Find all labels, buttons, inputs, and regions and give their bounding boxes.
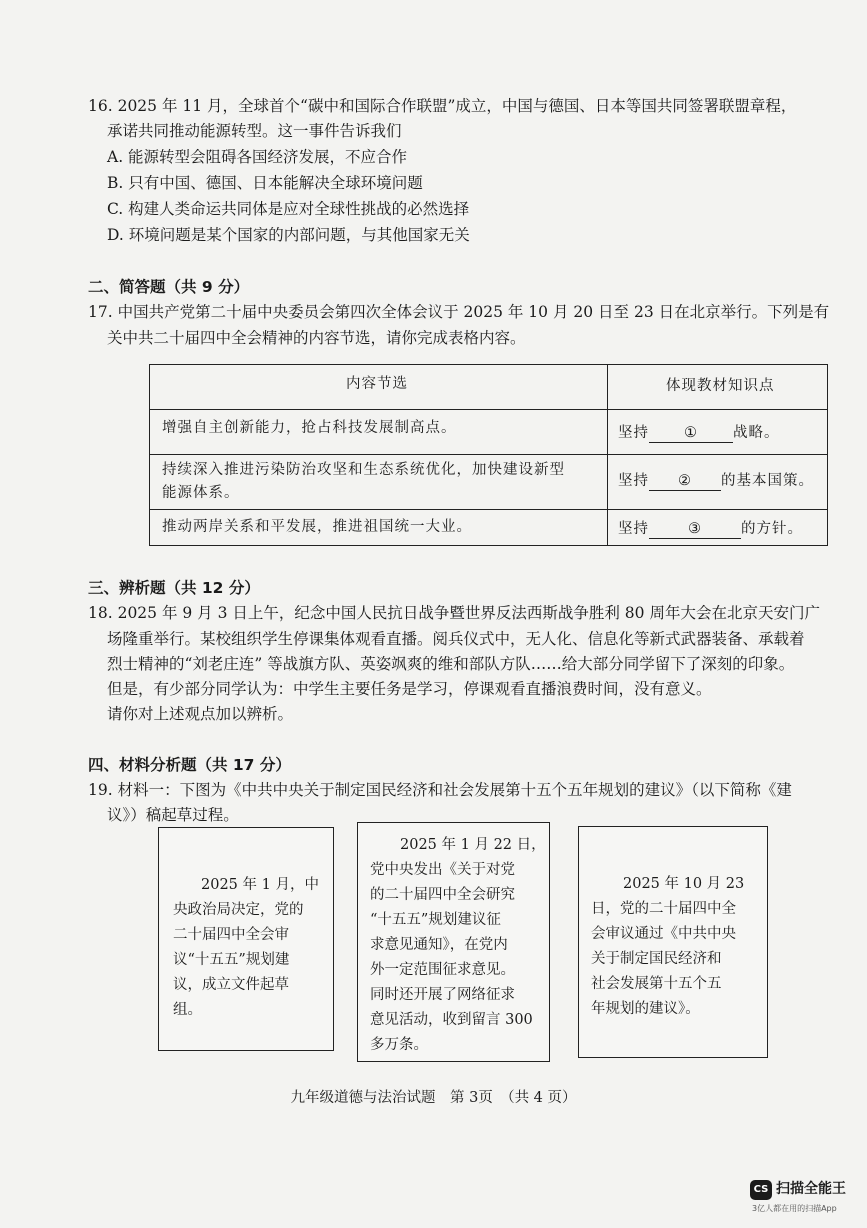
camscanner-tagline: 3亿人都在用的扫描App xyxy=(752,1204,837,1213)
section-title-analysis: 三、辨析题（共 12 分） xyxy=(88,579,260,597)
q17-stem-line1: 17. 中国共产党第二十届中央委员会第四次全体会议于 2025 年 10 月 20 日至 23 日在北京举行。下列是有 xyxy=(88,303,830,321)
box3-line3: 会审议通过《中共中央 xyxy=(591,926,736,942)
q19-stem-line1: 19. 材料一：下图为《中共中央关于制定国民经济和社会发展第十五个五年规划的建议》（以下简称《建 xyxy=(88,781,792,799)
box3-line5: 社会发展第十五个五 xyxy=(591,976,722,992)
answer-blank-1[interactable]: ① xyxy=(649,424,733,443)
q18-line4: 但是，有少部分同学认为：中学生主要任务是学习，停课观看直播浪费时间，没有意义。 xyxy=(107,680,712,698)
table-row3-content: 推动两岸关系和平发展，推进祖国统一大业。 xyxy=(162,519,472,535)
answer-blank-3[interactable]: ③ xyxy=(649,520,741,539)
q18-line5: 请你对上述观点加以辨析。 xyxy=(107,705,294,723)
box1-line2: 央政治局决定，党的 xyxy=(173,902,304,918)
q16-option-d: D. 环境问题是某个国家的内部问题，与其他国家无关 xyxy=(107,226,470,244)
table-row3-answer: 坚持 ③ 的方针。 xyxy=(618,521,803,537)
section-title-short-answer: 二、简答题（共 9 分） xyxy=(88,278,250,296)
page-footer: 九年级道德与法治试题 第 3页 （共 4 页） xyxy=(290,1090,577,1106)
camscanner-name: 扫描全能王 xyxy=(776,1181,846,1197)
box3-line2: 日，党的二十届四中全 xyxy=(591,901,736,917)
box2-line7: 同时还开展了网络征求 xyxy=(370,987,515,1003)
box3-line4: 关于制定国民经济和 xyxy=(591,951,722,967)
box2-line6: 外一定范围征求意见。 xyxy=(370,962,515,978)
q16-option-b: B. 只有中国、德国、日本能解决全球环境问题 xyxy=(107,174,423,192)
box2-line5: 求意见通知》，在党内 xyxy=(370,937,508,953)
table-header-knowledge: 体现教材知识点 xyxy=(666,378,775,394)
table-row2-content-line2: 能源体系。 xyxy=(162,485,240,501)
camscanner-logo-icon: CS xyxy=(750,1180,772,1200)
table-row1-answer: 坚持 ① 战略。 xyxy=(618,425,780,441)
q18-line3: 烈士精神的“刘老庄连” 等战旗方队、英姿飒爽的维和部队方队……给大部分同学留下了深刻的印象。 xyxy=(107,655,795,673)
table-row1-content: 增强自主创新能力，抢占科技发展制高点。 xyxy=(162,420,457,436)
q18-line1: 18. 2025 年 9 月 3 日上午，纪念中国人民抗日战争暨世界反法西斯战争胜利 80 周年大会在北京天安门广 xyxy=(88,604,820,622)
q19-stem-line2: 议》）稿起草过程。 xyxy=(107,806,239,824)
section-title-material: 四、材料分析题（共 17 分） xyxy=(88,756,291,774)
q16-option-a: A. 能源转型会阻碍各国经济发展，不应合作 xyxy=(107,148,408,166)
table-row2-content-line1: 持续深入推进污染防治攻坚和生态系统优化，加快建设新型 xyxy=(162,462,565,478)
table-header-content: 内容节选 xyxy=(346,376,408,392)
box1-line4: 议“十五五”规划建 xyxy=(173,952,290,968)
timeline-box-3 xyxy=(578,826,768,1058)
box1-line6: 组。 xyxy=(173,1002,202,1018)
box2-line9: 多万条。 xyxy=(370,1037,428,1053)
timeline-box-2 xyxy=(357,822,550,1062)
timeline-box-1 xyxy=(158,827,334,1051)
answer-blank-2[interactable]: ② xyxy=(649,472,721,491)
box2-line4: “十五五”规划建议征 xyxy=(370,912,501,928)
box2-line3: 的二十届四中全会研究 xyxy=(370,887,515,903)
box2-line8: 意见活动，收到留言 300 xyxy=(370,1012,533,1028)
box1-line5: 议，成立文件起草 xyxy=(173,977,289,993)
box2-line2: 党中央发出《关于对党 xyxy=(370,862,515,878)
q17-table xyxy=(149,364,828,546)
q16-stem-line2: 承诺共同推动能源转型。这一事件告诉我们 xyxy=(107,122,402,140)
box3-line6: 年规划的建议》。 xyxy=(591,1001,700,1017)
box3-line1: 2025 年 10 月 23 xyxy=(623,876,745,892)
box1-line3: 二十届四中全会审 xyxy=(173,927,289,943)
q16-stem-line1: 16. 2025 年 11 月，全球首个“碳中和国际合作联盟”成立，中国与德国、日本等国共同签署联盟章程， xyxy=(88,97,797,115)
q17-stem-line2: 关中共二十届四中全会精神的内容节选，请你完成表格内容。 xyxy=(107,329,526,347)
table-row2-answer: 坚持 ② 的基本国策。 xyxy=(618,473,814,489)
box1-line1: 2025 年 1 月，中 xyxy=(201,877,319,893)
box2-line1: 2025 年 1 月 22 日， xyxy=(400,837,546,853)
q16-option-c: C. 构建人类命运共同体是应对全球性挑战的必然选择 xyxy=(107,200,470,218)
q18-line2: 场隆重举行。某校组织学生停课集体观看直播。阅兵仪式中，无人化、信息化等新式武器装备、承载着 xyxy=(107,630,805,648)
